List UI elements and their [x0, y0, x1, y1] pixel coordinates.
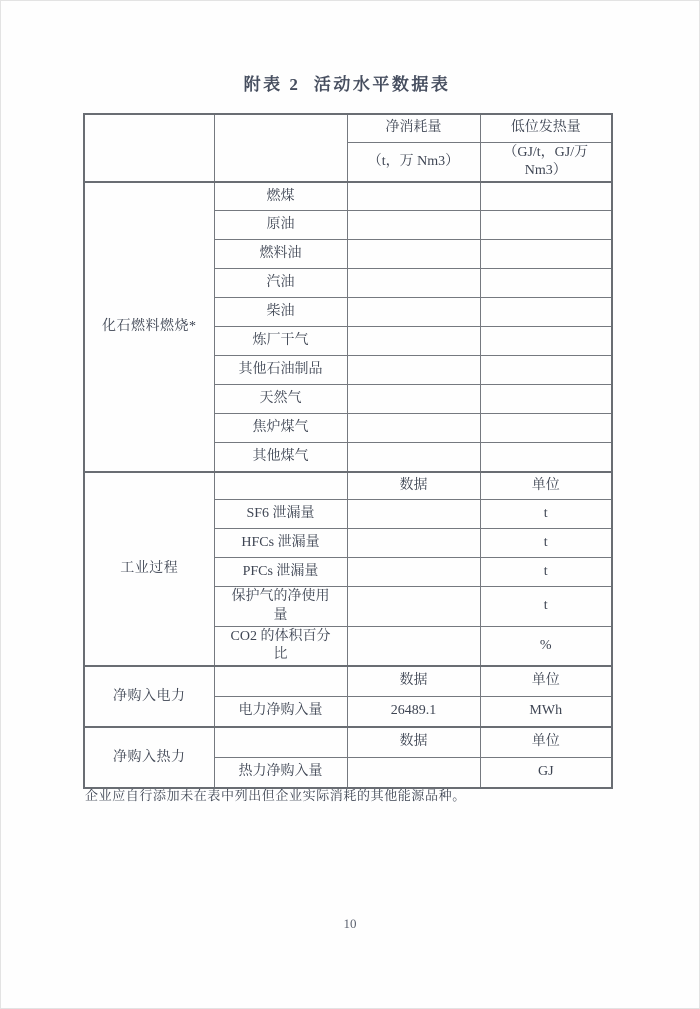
fuel-row-label: 燃料油 — [214, 240, 347, 269]
empty-corner-cell — [84, 114, 214, 182]
consumption-header: 净消耗量 — [347, 114, 480, 142]
consumption-value-cell — [347, 298, 480, 327]
consumption-value-cell — [347, 356, 480, 385]
unit-cell: t — [480, 529, 612, 558]
unit-cell: GJ — [480, 757, 612, 788]
heating-value-cell — [480, 327, 612, 356]
table-row — [84, 472, 612, 500]
unit-cell: t — [480, 500, 612, 529]
consumption-value-cell — [347, 327, 480, 356]
data-value-cell — [347, 757, 480, 788]
unit-cell: t — [480, 558, 612, 587]
heating-value-header: 低位发热量 — [480, 114, 612, 142]
data-column-header: 数据 — [347, 666, 480, 696]
heating-value-cell — [480, 240, 612, 269]
page-number: 10 — [343, 916, 357, 931]
consumption-value-cell — [347, 414, 480, 443]
empty-cell — [214, 472, 347, 500]
heating-value-cell — [480, 443, 612, 472]
heating-value-cell — [480, 385, 612, 414]
unit-cell: t — [480, 587, 612, 626]
heating-value-unit-header: （GJ/t，GJ/万 Nm3） — [480, 142, 612, 182]
table-row — [84, 182, 612, 211]
consumption-value-cell — [347, 269, 480, 298]
heating-value-cell — [480, 356, 612, 385]
heating-value-cell — [480, 182, 612, 211]
consumption-value-cell — [347, 385, 480, 414]
table-row — [84, 727, 612, 757]
fuel-row-label: 柴油 — [214, 298, 347, 327]
fuel-row-label: 其他煤气 — [214, 443, 347, 472]
empty-cell — [214, 666, 347, 696]
metric-label: SF6 泄漏量 — [214, 500, 347, 529]
metric-label: HFCs 泄漏量 — [214, 529, 347, 558]
data-value-cell — [347, 626, 480, 666]
empty-corner-cell — [214, 114, 347, 182]
fuel-row-label: 焦炉煤气 — [214, 414, 347, 443]
unit-cell: MWh — [480, 696, 612, 727]
group-label-purchased-heat: 净购入热力 — [84, 727, 214, 788]
group-label-fossil-fuel: 化石燃料燃烧* — [84, 182, 214, 472]
fuel-row-label: 原油 — [214, 211, 347, 240]
consumption-value-cell — [347, 182, 480, 211]
data-value-cell: 26489.1 — [347, 696, 480, 727]
consumption-value-cell — [347, 443, 480, 472]
metric-label: PFCs 泄漏量 — [214, 558, 347, 587]
activity-level-table — [83, 113, 613, 789]
data-value-cell — [347, 529, 480, 558]
group-label-industrial-process: 工业过程 — [84, 472, 214, 666]
data-column-header: 数据 — [347, 727, 480, 757]
table-footnote: 企业应自行添加未在表中列出但企业实际消耗的其他能源品种。 — [85, 788, 466, 803]
metric-label: CO2 的体积百分比 — [214, 626, 347, 666]
metric-label: 保护气的净使用量 — [214, 587, 347, 626]
metric-label: 热力净购入量 — [214, 757, 347, 788]
data-value-cell — [347, 587, 480, 626]
empty-cell — [214, 727, 347, 757]
heating-value-cell — [480, 298, 612, 327]
unit-column-header: 单位 — [480, 472, 612, 500]
data-column-header: 数据 — [347, 472, 480, 500]
data-value-cell — [347, 558, 480, 587]
fuel-row-label: 其他石油制品 — [214, 356, 347, 385]
page-title: 附表 2 活动水平数据表 — [243, 75, 451, 94]
unit-column-header: 单位 — [480, 727, 612, 757]
heating-value-cell — [480, 269, 612, 298]
unit-cell: % — [480, 626, 612, 666]
heating-value-cell — [480, 211, 612, 240]
fuel-row-label: 天然气 — [214, 385, 347, 414]
fuel-row-label: 汽油 — [214, 269, 347, 298]
data-value-cell — [347, 500, 480, 529]
fuel-row-label: 炼厂干气 — [214, 327, 347, 356]
group-label-purchased-electricity: 净购入电力 — [84, 666, 214, 727]
consumption-value-cell — [347, 211, 480, 240]
metric-label: 电力净购入量 — [214, 696, 347, 727]
unit-column-header: 单位 — [480, 666, 612, 696]
consumption-value-cell — [347, 240, 480, 269]
consumption-unit-header: （t，万 Nm3） — [347, 142, 480, 182]
table-row — [84, 666, 612, 696]
fuel-row-label: 燃煤 — [214, 182, 347, 211]
heating-value-cell — [480, 414, 612, 443]
